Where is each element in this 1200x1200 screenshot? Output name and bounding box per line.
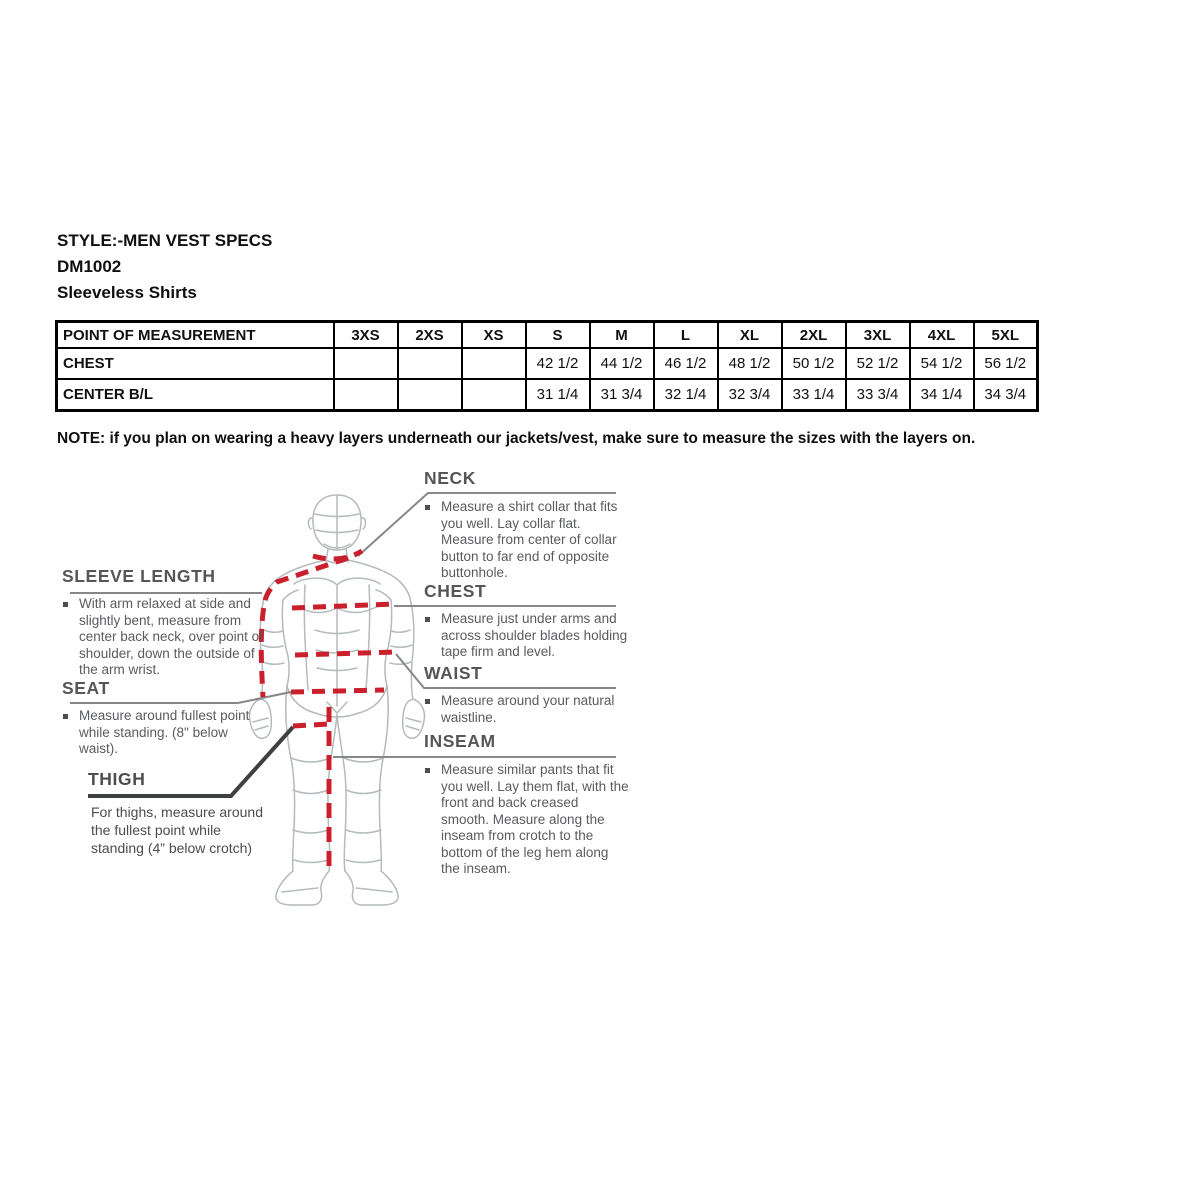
size-value-cell: 48 1/2 bbox=[718, 348, 782, 379]
size-value-cell: 31 3/4 bbox=[590, 379, 654, 411]
size-value-cell: 32 3/4 bbox=[718, 379, 782, 411]
table-header-row bbox=[57, 322, 1038, 349]
product-name: Sleeveless Shirts bbox=[57, 283, 197, 302]
guide-seat-title: SEAT bbox=[62, 678, 110, 698]
bullet-square bbox=[425, 768, 430, 773]
size-value-cell bbox=[398, 379, 462, 411]
size-value-cell: 42 1/2 bbox=[526, 348, 590, 379]
guide-sleeve-length-text: With arm relaxed at side and slightly bent, measure from center back neck, over point of shoulder, down the outside of the arm wrist. bbox=[79, 596, 263, 677]
table-row bbox=[57, 348, 1038, 379]
size-value-cell: 31 1/4 bbox=[526, 379, 590, 411]
row-label-cell: CHEST bbox=[57, 348, 334, 379]
size-value-cell: 34 1/4 bbox=[910, 379, 974, 411]
size-value-cell: 33 1/4 bbox=[782, 379, 846, 411]
guide-thigh-text: For thighs, measure around the fullest point while standing (4” below crotch) bbox=[91, 804, 263, 856]
size-value-cell: 34 3/4 bbox=[974, 379, 1038, 411]
doc-header bbox=[57, 228, 272, 306]
guide-chest-text: Measure just under arms and across shoulder blades holding tape firm and level. bbox=[441, 611, 628, 659]
note-text: NOTE: if you plan on wearing a heavy layers underneath our jackets/vest, make sure to measure the sizes with the layers on. bbox=[57, 430, 976, 447]
header-size-S: S bbox=[526, 322, 590, 349]
guide-sleeve-length bbox=[62, 566, 277, 679]
guide-neck-title: NECK bbox=[424, 468, 476, 488]
bullet-square bbox=[425, 617, 430, 622]
seat-measure-line bbox=[291, 690, 384, 692]
guide-chest bbox=[424, 581, 629, 661]
guide-thigh-title: THIGH bbox=[88, 769, 146, 789]
size-value-cell bbox=[462, 348, 526, 379]
size-value-cell: 44 1/2 bbox=[590, 348, 654, 379]
guide-neck bbox=[424, 468, 629, 582]
bullet-square bbox=[63, 602, 68, 607]
size-value-cell: 56 1/2 bbox=[974, 348, 1038, 379]
thigh-measure-line bbox=[293, 724, 329, 726]
size-value-cell: 50 1/2 bbox=[782, 348, 846, 379]
header-size-3XL: 3XL bbox=[846, 322, 910, 349]
size-value-cell bbox=[334, 379, 398, 411]
size-value-cell: 52 1/2 bbox=[846, 348, 910, 379]
size-value-cell bbox=[334, 348, 398, 379]
guide-thigh bbox=[88, 769, 273, 857]
size-value-cell: 46 1/2 bbox=[654, 348, 718, 379]
measurement-dash-lines bbox=[261, 551, 396, 868]
header-size-XL: XL bbox=[718, 322, 782, 349]
guide-seat bbox=[62, 678, 267, 758]
bullet-square bbox=[425, 505, 430, 510]
header-size-2XL: 2XL bbox=[782, 322, 846, 349]
bullet-square bbox=[425, 699, 430, 704]
header-size-2XS: 2XS bbox=[398, 322, 462, 349]
header-size-L: L bbox=[654, 322, 718, 349]
guide-neck-text: Measure a shirt collar that fits you well. Lay collar flat. Measure from center of collar button to far end of opposite buttonhole. bbox=[441, 499, 618, 580]
bullet-square bbox=[63, 714, 68, 719]
header-size-5XL: 5XL bbox=[974, 322, 1038, 349]
size-value-cell: 54 1/2 bbox=[910, 348, 974, 379]
guide-sleeve-length-title: SLEEVE LENGTH bbox=[62, 566, 216, 586]
guide-inseam-text: Measure similar pants that fit you well. Lay them flat, with the front and back creased smooth. Measure along the inseam from crotch to the bottom of the leg hem along the inseam. bbox=[441, 762, 629, 876]
neck-measure-line bbox=[313, 551, 362, 559]
size-value-cell: 32 1/4 bbox=[654, 379, 718, 411]
guide-chest-title: CHEST bbox=[424, 581, 487, 601]
size-chart-table bbox=[55, 320, 1039, 412]
guide-seat-text: Measure around fullest point while standing. (8" below waist). bbox=[79, 708, 250, 756]
size-value-cell bbox=[462, 379, 526, 411]
header-size-M: M bbox=[590, 322, 654, 349]
header-size-XS: XS bbox=[462, 322, 526, 349]
header-size-3XS: 3XS bbox=[334, 322, 398, 349]
header-point-of-measurement: POINT OF MEASUREMENT bbox=[57, 322, 334, 349]
size-value-cell: 33 3/4 bbox=[846, 379, 910, 411]
style-title: STYLE:-MEN VEST SPECS bbox=[57, 231, 273, 250]
guide-inseam-title: INSEAM bbox=[424, 731, 496, 751]
mannequin-wireframe bbox=[249, 495, 424, 905]
waist-measure-line bbox=[295, 652, 396, 655]
guide-inseam bbox=[424, 731, 629, 878]
row-label-cell: CENTER B/L bbox=[57, 379, 334, 411]
size-value-cell bbox=[398, 348, 462, 379]
chest-measure-line bbox=[292, 604, 394, 608]
style-code: DM1002 bbox=[57, 257, 122, 276]
header-size-4XL: 4XL bbox=[910, 322, 974, 349]
table-row bbox=[57, 379, 1038, 411]
guide-waist-text: Measure around your natural waistline. bbox=[441, 693, 615, 725]
guide-waist bbox=[424, 663, 629, 726]
guide-waist-title: WAIST bbox=[424, 663, 483, 683]
